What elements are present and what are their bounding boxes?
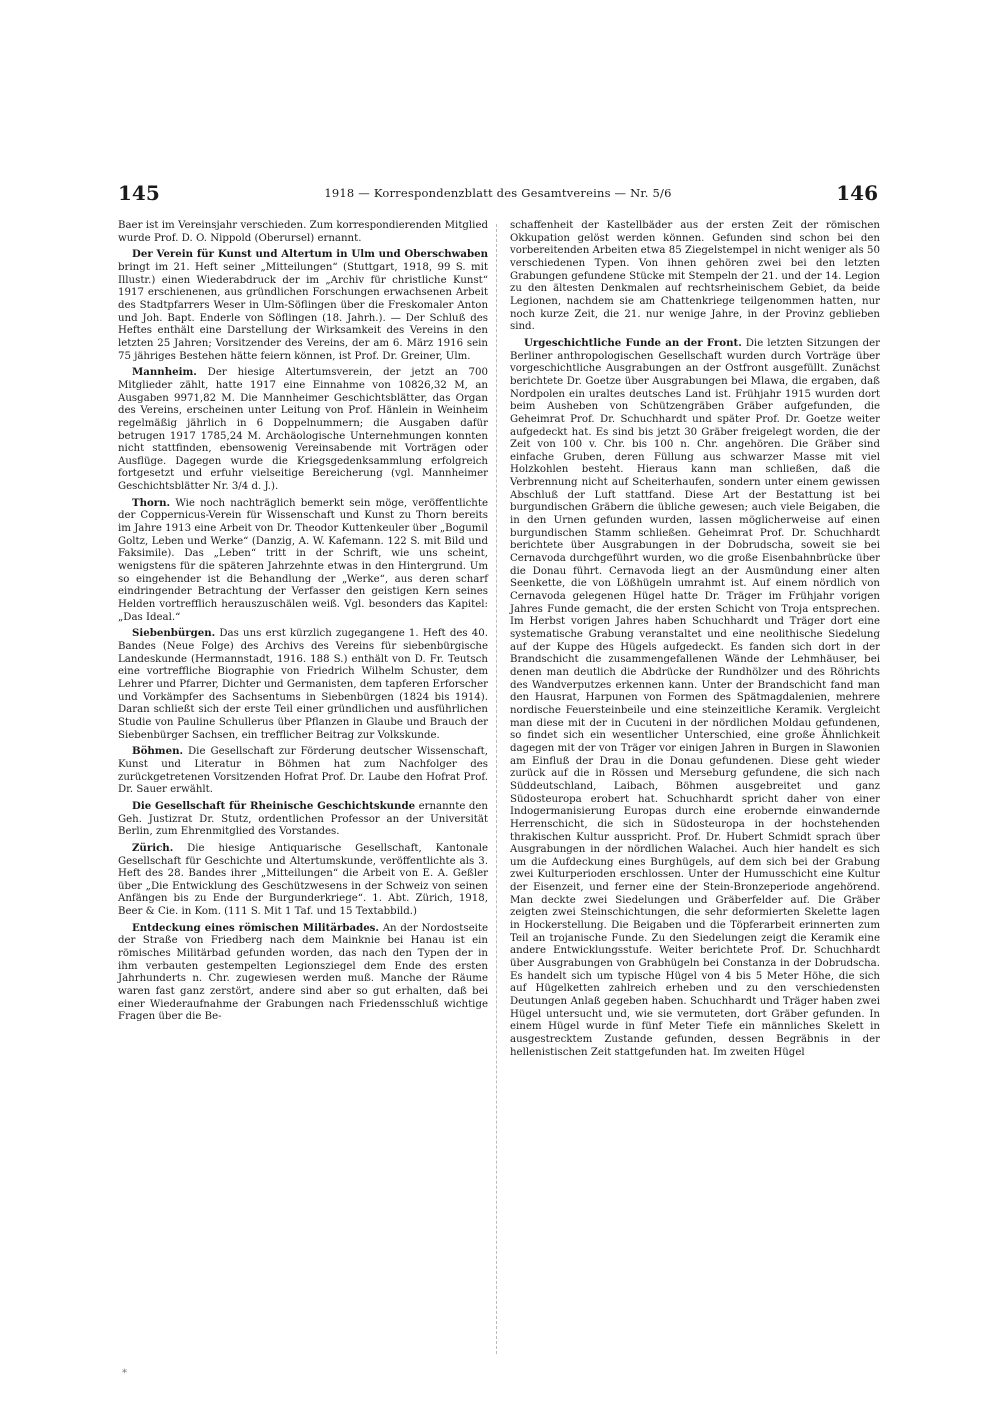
section-heading: Die Gesellschaft für Rheinische Geschichtskunde — [132, 799, 416, 812]
paragraph-text: Wie noch nachträglich bemerkt sein möge, veröffentlichte der Coppernicus-Verein für Wissenschaft und Kunst zu Thorn bereits im Jahre 1913 eine Arbeit von Dr. Theodor Kuttenkeuler über „Bogumil Goltz, Leben und Werke“ (Danzig, A. W. Kafemann. 122 S. mit Bild und Faksimile). Das „Leben“ tritt in der Schrift, wie uns scheint, wenigstens für die späteren Jahrzehnte etwas in den Hintergrund. Um so eingehender ist die Behandlung der „Werke“, aus deren scharf eindringender Betrachtung der Verfasser den geistigen Kern seines Helden vortrefflich herauszuschälen weiß. Vgl. besonders das Kapitel: „Das Ideal.“ — [118, 497, 488, 623]
right-column — [510, 220, 880, 1061]
paragraph — [510, 337, 880, 1059]
paragraph-text: Der hiesige Altertumsverein, der jetzt an 700 Mitglieder zählt, hatte 1917 eine Einnahme von 10826,32 M, an Ausgaben 9971,82 M. Die Mannheimer Geschichtsblätter, das Organ des Vereins, erscheinen unter Leitung von Prof. Hänlein in Weinheim regelmäßig jährlich in 6 Doppelnummern; die Ausgaben dafür betrugen 1917 1785,24 M. Archäologische Unternehmungen konnten nicht stattfinden, ebensowenig Vereinsabende mit Vorträgen oder Ausflüge. Dagegen wurde die Kriegsgedenksammlung erfolgreich fortgesetzt und erfuhr vielseitige Bereicherung (vgl. Mannheimer Geschichtsblätter Nr. 3/4 d. J.). — [118, 367, 488, 493]
section-heading: Siebenbürgen. — [132, 627, 216, 640]
paragraph-text: Die letzten Sitzungen der Berliner anthropologischen Gesellschaft wurden durch Vorträge über vorgeschichtliche Ausgrabungen an der Ostfront ausgefüllt. Zunächst berichtete Dr. Goetze über Ausgrabungen bei Mlawa, die ergaben, daß Nordpolen ein uraltes deutsches Land ist. Frühjahr 1915 wurden dort beim Ausheben von Schützengräben Gräber aufgefunden, die Geheimrat Prof. Dr. Schuchhardt und später Prof. Dr. Goetze weiter aufgedeckt hat. Es sind bis jetzt 30 Gräber freigelegt worden, die der Zeit von 100 v. Chr. bis 100 n. Chr. angehören. Die Gräber sind einfache Gruben, deren Füllung aus schwarzer Masse mit viel Holzkohlen besteht. Hieraus kann man schließen, daß die Verbrennung nicht auf Scheiterhaufen, sondern unter einem gewissen Abschluß der Luft stattfand. Diese Art der Bestattung ist bei burgundischen Gräbern die übliche gewesen; auch viele Beigaben, die in den Urnen gefunden wurden, lassen möglicherweise auf einen burgundischen Stamm schließen. Geheimrat Prof. Dr. Schuchhardt berichtete über Ausgrabungen in der Dobrudscha, soweit sie bei Cernavoda durchgeführt wurden, wo die große Eisenbahnbrücke über die Donau führt. Cernavoda liegt an der Ausmündung einer alten Seenkette, die von Lößhügeln umrahmt ist. Auf einem nördlich von Cernavoda gelegenen Hügel hatte Dr. Träger im Frühjahr vorigen Jahres Funde gemacht, die der ersten Schicht von Troja entsprechen. Im Herbst vorigen Jahres haben Schuchhardt und Träger dort eine systematische Grabung veranstaltet und eine neolithische Siedelung auf der Kuppe des Hügels aufgedeckt. Es fanden sich dort in der Brandschicht die zusammengefallenen Wände der Lehmhäuser, bei denen man deutlich die Abdrücke der Rundhölzer und des Röhrichts des Wandverputzes erkennen kann. Unter der Brandschicht fand man den Hausrat, Harpunen von Formen des Spätmagdalenien, mehrere nordische Feuersteinbeile und eine steinzeitliche Keramik. Vergleicht man diese mit der in Cucuteni in der nördlichen Moldau gefundenen, so findet sich ein wesentlicher Unterschied, eine große Ähnlichkeit dagegen mit der von Träger vor einigen Jahren in Burgen in Slawonien am Einfluß der Drau in die Donau gefundenen. Diese geht wieder zurück auf die in Rössen und Merseburg gefundene, die sich nach Süddeutschland, Laibach, Böhmen ausgebreitet und ganz Südosteuropa erobert hat. Schuchhardt spricht daher von einer Indogermanisierung Europas durch eine erobernde einwandernde Herrenschicht, die sich in Südosteuropa in der hochstehenden thrakischen Kultur ausspricht. Prof. Dr. Hubert Schmidt sprach über Ausgrabungen in der nördlichen Walachei. Auch hier handelt es sich um die Aufdeckung eines Burghügels, auf dem sich bei der Grabung zwei Kulturperioden erschlossen. Unter der Humusschicht eine Kultur der Eisenzeit, und ferner eine der Stein-Bronzeperiode angehörend. Man deckte zwei Siedelungen und Gräberfelder auf. Die Gräber zeigten zwei Steinschichtungen, die sehr deformierten Skelette lagen in Hockerstellung. Die Beigaben und die Töpferarbeit erinnerten zum Teil an trojanische Funde. Zu den Siedelungen zeigt die Keramik eine andere Entwicklungsstufe. Weiter berichtete Prof. Dr. Schuchhardt über Ausgrabungen von Grabhügeln bei Constanza in der Dobrudscha. Es handelt sich um typische Hügel von 4 bis 5 Meter Höhe, die sich auf Hügelketten zahlreich erheben und zu den verschiedensten Deutungen Anlaß gegeben haben. Schuchhardt und Träger haben zwei Hügel untersucht und, wie sie vermuteten, dort Gräber gefunden. In einem Hügel wurde in fünf Meter Tiefe ein männliches Skelett in ausgestrecktem Zustande gefunden, dessen Begräbnis in der hellenistischen Zeit stattgefunden hat. Im zweiten Hügel — [510, 337, 880, 1058]
paragraph — [118, 366, 488, 494]
paragraph-text: schaffenheit der Kastellbäder aus der ersten Zeit der römischen Okkupation gelöst werden können. Gefunden sind schon bei den vorbereitenden Arbeiten etwa 85 Ziegelstempel in nicht weniger als 50 verschiedenen Typen. Von ihnen gehören zwei bei den letzten Grabungen gefundene Stücke mit Stempeln der 21. und der 14. Legion zu den ältesten Denkmalen auf rechtsrheinischem Gebiet, da beide Legionen, nachdem sie am Chattenkriege teilgenommen hatten, nur noch kurze Zeit, die 21. nur wenige Jahre, in der Provinz geblieben sind. — [510, 220, 880, 333]
section-heading: Urgeschichtliche Funde an der Front. — [524, 336, 742, 349]
page-header — [118, 180, 878, 210]
section-heading: Entdeckung eines römischen Militärbades. — [132, 921, 379, 934]
paragraph-text: ernannte den Geh. Justizrat Dr. Stutz, ordentlichen Professor an der Universität Berlin, zum Ehrenmitglied des Vorstandes. — [118, 800, 488, 838]
paragraph — [118, 922, 488, 1024]
paragraph — [118, 248, 488, 363]
section-heading: Zürich. — [132, 841, 174, 854]
paragraph-text: Die hiesige Antiquarische Gesellschaft, Kantonale Gesellschaft für Geschichte und Altertumskunde, veröffentlichte als 3. Heft des 28. Bandes ihrer „Mitteilungen“ die Arbeit von E. A. Geßler über „Die Entwicklung des Geschützwesens in der Schweiz von seinen Anfängen bis zu Ende der Burgunderkriege“. 1. Abt. Zürich, 1918, Beer & Cie. in Kom. (111 S. Mit 1 Taf. und 15 Textabbild.) — [118, 842, 488, 918]
paragraph — [118, 497, 488, 625]
footer-mark: * — [122, 1368, 127, 1379]
section-heading: Thorn. — [132, 496, 171, 509]
paragraph — [118, 800, 488, 839]
paragraph — [510, 220, 880, 334]
section-heading: Der Verein für Kunst und Altertum in Ulm und Oberschwaben — [132, 248, 488, 261]
paragraph-text: Die Gesellschaft zur Förderung deutscher Wissenschaft, Kunst und Literatur in Böhmen hat zum Nachfolger des zurückgetretenen Vorsitzenden Hofrat Prof. Dr. Laube den Hofrat Prof. Dr. Sauer erwählt. — [118, 746, 488, 796]
paragraph-text: bringt im 21. Heft seiner „Mitteilungen“ (Stuttgart, 1918, 99 S. mit Illustr.) einen Wiederabdruck der im „Archiv für christliche Kunst“ 1917 erschienenen, aus gründlichen Forschungen erwachsenen Arbeit des Stadtpfarrers Weser in Ulm-Söflingen über die Freskomaler Anton und Joh. Bapt. Enderle von Söflingen (18. Jahrh.). — Der Schluß des Heftes enthält eine Darstellung der Wirksamkeit des Vereins in den letzten 25 Jahren; Vorsitzender des Vereins, der am 6. März 1916 sein 75 jähriges Bestehen hätte feiern können, ist Prof. Dr. Greiner, Ulm. — [118, 261, 488, 362]
page-number-left: 145 — [118, 181, 160, 205]
paragraph — [118, 842, 488, 919]
page-number-right: 146 — [836, 181, 878, 205]
paragraph-text: Baer ist im Vereinsjahr verschieden. Zum korrespondierenden Mitglied wurde Prof. D. O. Nippold (Oberursel) ernannt. — [118, 220, 488, 244]
column-divider — [496, 224, 497, 1354]
paragraph — [118, 220, 488, 245]
section-heading: Böhmen. — [132, 745, 184, 758]
running-title: 1918 — Korrespondenzblatt des Gesamtvereins — Nr. 5/6 — [324, 186, 672, 200]
left-column — [118, 220, 488, 1026]
paragraph — [118, 627, 488, 742]
paragraph-text: An der Nordostseite der Straße von Friedberg nach dem Mainknie bei Hanau ist ein römisches Militärbad gefunden worden, das nach den Typen der in ihm verbauten gestempelten Legionsziegel dem Ende des ersten Jahrhunderts n. Chr. zugewiesen werden muß. Manche der Räume waren fast ganz zerstört, andere sind aber so gut erhalten, daß bei einer Wiederaufnahme der Grabungen nach Friedensschluß wichtige Fragen über die Be- — [118, 922, 488, 1023]
paragraph — [118, 745, 488, 797]
section-heading: Mannheim. — [132, 366, 197, 379]
paragraph-text: Das uns erst kürzlich zugegangene 1. Heft des 40. Bandes (Neue Folge) des Archivs des Vereins für siebenbürgische Landeskunde (Hermannstadt, 1916. 188 S.) enthält von D. Fr. Teutsch eine vortreffliche Biographie von Friedrich Wilhelm Schuster, dem Lehrer und Pfarrer, Dichter und Germanisten, dem tapferen Erforscher und Vorkämpfer des Sachsentums in Siebenbürgen (1824 bis 1914). Daran schließt sich der erste Teil einer gründlichen und ausführlichen Studie von Pauline Schullerus über Pflanzen in Glaube und Brauch der Siebenbürger Sachsen, ein trefflicher Beitrag zur Volkskunde. — [118, 628, 488, 741]
